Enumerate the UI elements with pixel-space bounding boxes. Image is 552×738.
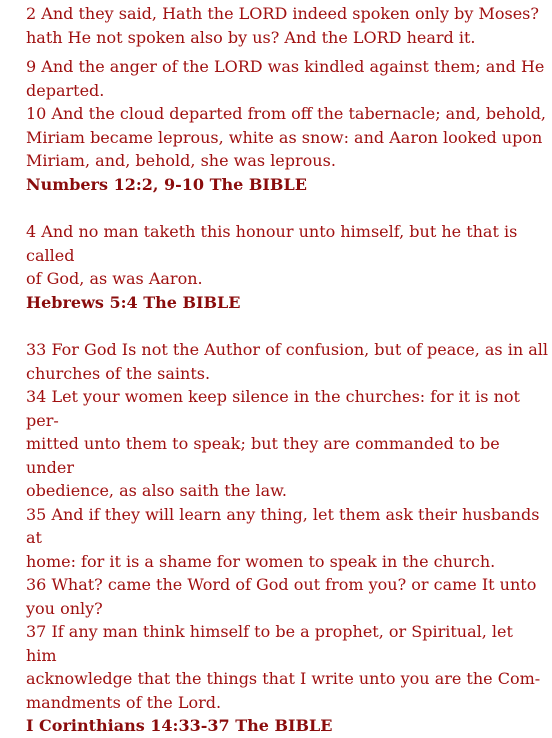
verse-corinthians-14-35: 35 And if they will learn any thing, let them ask their husbands at home: for it is a shame for women to speak in the church. — [26, 504, 540, 571]
verse-numbers-12-9: 9 And the anger of the LORD was kindled against them; and He departed. — [26, 57, 545, 100]
spacer — [26, 314, 548, 338]
verse-corinthians-14-34: 34 Let your women keep silence in the churches: for it is not per- mitted unto them to speak; but they are commanded to be under obedience, as also saith the law. — [26, 387, 520, 500]
verse-corinthians-14-36: 36 What? came the Word of God out from you? or came It unto you only? — [26, 575, 537, 618]
verse-numbers-12-10: 10 And the cloud departed from off the tabernacle; and, behold, Miriam became leprous, white as snow: and Aaron looked upon Miriam, and, behold, she was leprous. — [26, 104, 547, 170]
verse-corinthians-14-37: 37 If any man think himself to be a prophet, or Spiritual, let him acknowledge that the things that I write unto you are the Com- mandments of the Lord. — [26, 622, 541, 712]
verse-corinthians-14-33: 33 For God Is not the Author of confusion, but of peace, as in all churches of the saints. — [26, 340, 548, 383]
spacer — [26, 196, 548, 220]
reference-hebrews: Hebrews 5:4 The BIBLE — [26, 292, 241, 312]
verse-hebrews-5-4: 4 And no man taketh this honour unto himself, but he that is called of God, as was Aaron. — [26, 222, 518, 288]
reference-numbers: Numbers 12:2, 9-10 The BIBLE — [26, 174, 307, 194]
verse-numbers-12-2: 2 And they said, Hath the LORD indeed spoken only by Moses? hath He not spoken also by us? And the LORD heard it. — [26, 4, 539, 47]
reference-corinthians: I Corinthians 14:33-37 The BIBLE — [26, 716, 333, 735]
scripture-page — [26, 2, 548, 738]
